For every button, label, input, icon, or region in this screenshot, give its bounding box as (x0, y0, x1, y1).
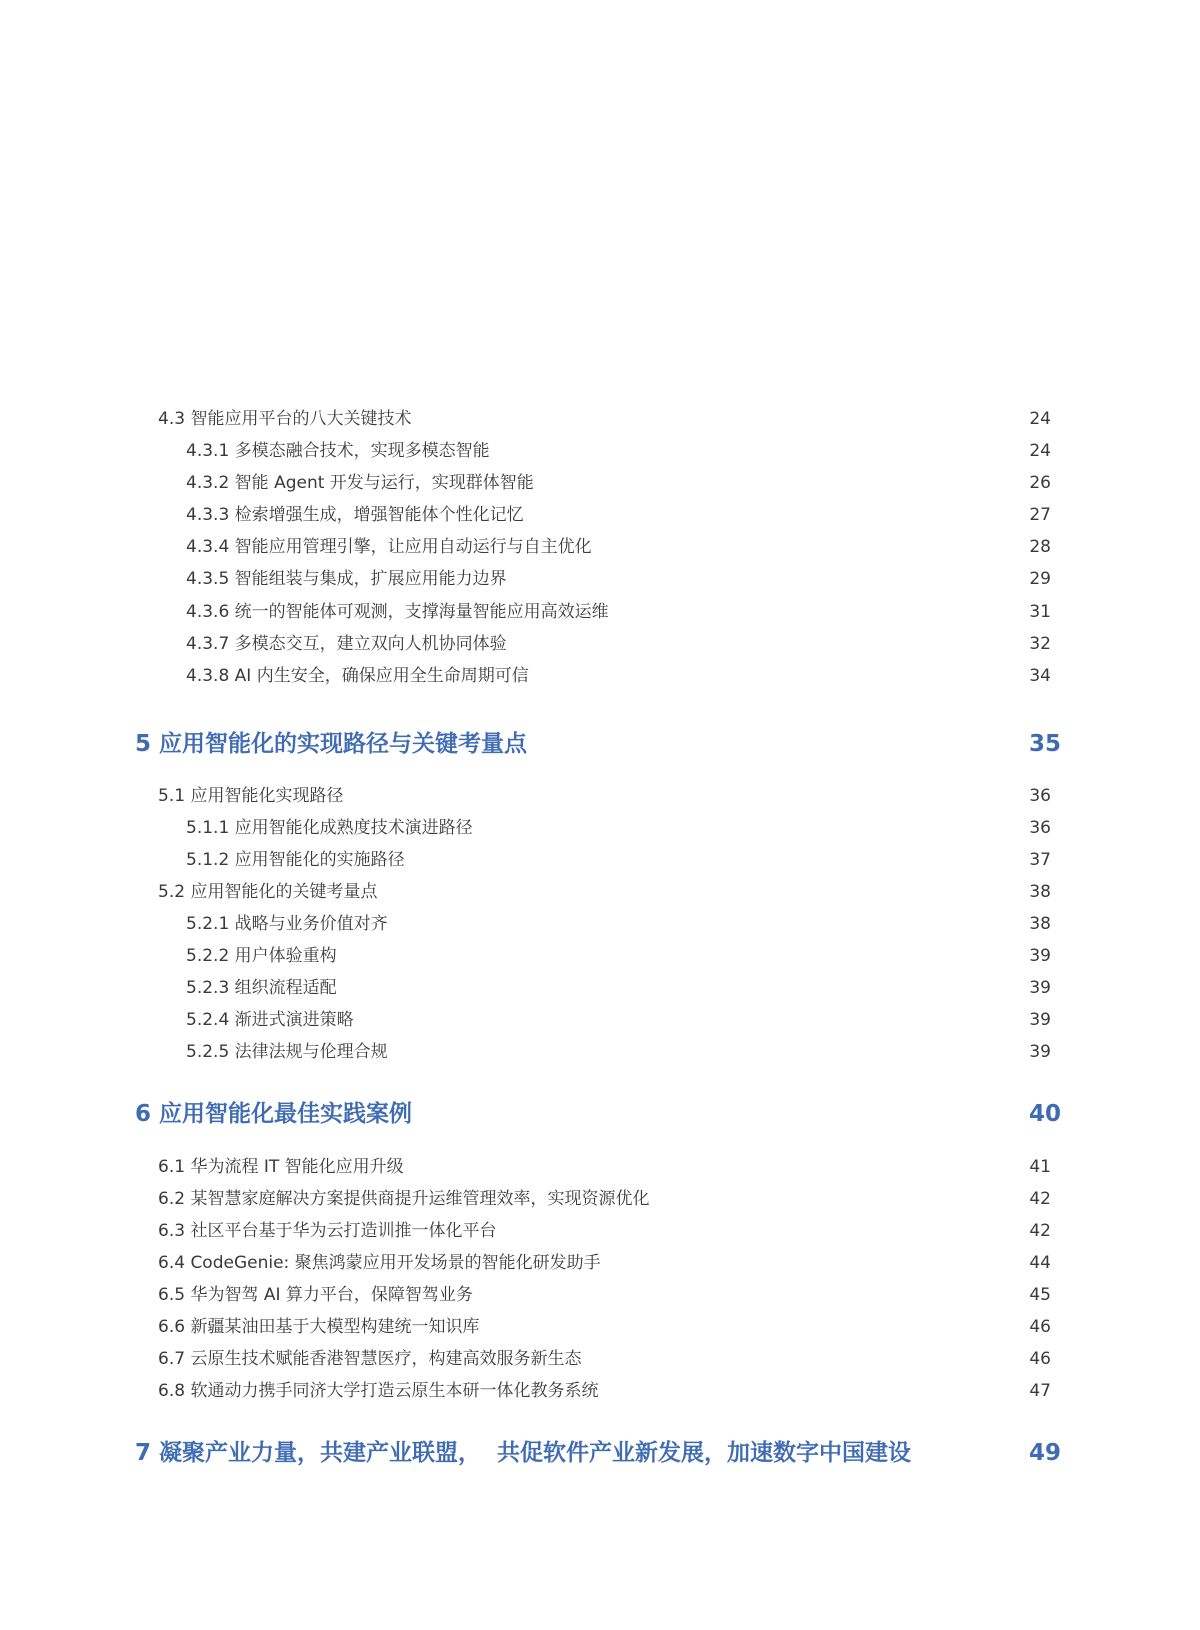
toc-entry-page: 31 (1029, 602, 1051, 622)
toc-entry-page: 39 (1029, 1042, 1051, 1062)
toc-entry-title: 6.7 云原生技术赋能香港智慧医疗，构建高效服务新生态 (158, 1349, 582, 1369)
toc-entry-title: 6.6 新疆某油田基于大模型构建统一知识库 (158, 1317, 480, 1337)
toc-entry-page: 34 (1029, 666, 1051, 686)
toc-entry-page: 47 (1029, 1381, 1051, 1401)
toc-entry-6-5[interactable] (158, 1280, 1051, 1310)
toc-entry-4-3-5[interactable] (186, 564, 1051, 594)
toc-entry-title: 4.3.2 智能 Agent 开发与运行，实现群体智能 (186, 473, 534, 493)
toc-entry-6-1[interactable] (158, 1152, 1051, 1182)
toc-entry-title: 6.2 某智慧家庭解决方案提供商提升运维管理效率，实现资源优化 (158, 1189, 650, 1209)
toc-entry-page: 46 (1029, 1349, 1051, 1369)
toc-entry-title: 4.3.3 检索增强生成，增强智能体个性化记忆 (186, 505, 524, 525)
toc-entry-title: 4.3.5 智能组装与集成，扩展应用能力边界 (186, 569, 507, 589)
toc-entry-page: 37 (1029, 850, 1051, 870)
toc-entry-title: 5.1.1 应用智能化成熟度技术演进路径 (186, 818, 473, 838)
toc-entry-4-3-1[interactable] (186, 436, 1051, 466)
toc-entry-page: 28 (1029, 537, 1051, 557)
toc-entry-title: 5.2.4 渐进式演进策略 (186, 1010, 354, 1030)
toc-entry-title: 4.3.7 多模态交互，建立双向人机协同体验 (186, 634, 507, 654)
toc-entry-5-2[interactable] (158, 877, 1051, 907)
toc-entry-page: 24 (1029, 441, 1051, 461)
toc-entry-title: 6.8 软通动力携手同济大学打造云原生本研一体化教务系统 (158, 1381, 599, 1401)
toc-entry-5-2-2[interactable] (186, 941, 1051, 971)
toc-entry-page: 41 (1029, 1157, 1051, 1177)
toc-entry-5-1-2[interactable] (186, 845, 1051, 875)
toc-chapter-5[interactable] (135, 724, 1061, 764)
toc-entry-page: 45 (1029, 1285, 1051, 1305)
toc-entry-5-1-1[interactable] (186, 813, 1051, 843)
toc-entry-title: 6.4 CodeGenie: 聚焦鸿蒙应用开发场景的智能化研发助手 (158, 1253, 601, 1273)
toc-entry-4-3[interactable] (158, 404, 1051, 434)
toc-entry-page: 27 (1029, 505, 1051, 525)
toc-chapter-title: 7 凝聚产业力量，共建产业联盟， 共促软件产业新发展，加速数字中国建设 (135, 1440, 912, 1466)
toc-entry-title: 5.2.5 法律法规与伦理合规 (186, 1042, 388, 1062)
toc-entry-page: 44 (1029, 1253, 1051, 1273)
toc-entry-title: 5.1.2 应用智能化的实施路径 (186, 850, 405, 870)
toc-entry-title: 4.3.8 AI 内生安全，确保应用全生命周期可信 (186, 666, 529, 686)
toc-entry-6-7[interactable] (158, 1344, 1051, 1374)
toc-entry-title: 4.3.4 智能应用管理引擎，让应用自动运行与自主优化 (186, 537, 592, 557)
toc-entry-5-2-3[interactable] (186, 973, 1051, 1003)
toc-chapter-title: 5 应用智能化的实现路径与关键考量点 (135, 731, 528, 757)
toc-chapter-7[interactable] (135, 1433, 1061, 1473)
toc-entry-page: 39 (1029, 1010, 1051, 1030)
toc-entry-title: 4.3.6 统一的智能体可观测，支撑海量智能应用高效运维 (186, 602, 609, 622)
toc-chapter-page: 49 (1028, 1440, 1061, 1466)
toc-chapter-6[interactable] (135, 1094, 1061, 1134)
toc-entry-6-3[interactable] (158, 1216, 1051, 1246)
toc-entry-5-2-1[interactable] (186, 909, 1051, 939)
toc-entry-4-3-6[interactable] (186, 597, 1051, 627)
toc-entry-4-3-2[interactable] (186, 468, 1051, 498)
toc-entry-4-3-7[interactable] (186, 629, 1051, 659)
toc-chapter-page: 35 (1028, 731, 1061, 757)
toc-entry-title: 5.2 应用智能化的关键考量点 (158, 882, 378, 902)
toc-entry-4-3-8[interactable] (186, 661, 1051, 691)
toc-entry-6-6[interactable] (158, 1312, 1051, 1342)
toc-entry-page: 36 (1029, 786, 1051, 806)
toc-entry-title: 5.2.3 组织流程适配 (186, 978, 337, 998)
toc-entry-5-2-4[interactable] (186, 1005, 1051, 1035)
toc-entry-page: 42 (1029, 1189, 1051, 1209)
toc-entry-page: 46 (1029, 1317, 1051, 1337)
toc-entry-title: 6.3 社区平台基于华为云打造训推一体化平台 (158, 1221, 497, 1241)
toc-entry-title: 5.2.2 用户体验重构 (186, 946, 337, 966)
toc-entry-5-1[interactable] (158, 781, 1051, 811)
toc-entry-page: 32 (1029, 634, 1051, 654)
toc-entry-title: 4.3 智能应用平台的八大关键技术 (158, 409, 412, 429)
toc-entry-page: 38 (1029, 882, 1051, 902)
toc-entry-page: 24 (1029, 409, 1051, 429)
toc-entry-page: 26 (1029, 473, 1051, 493)
toc-entry-title: 5.1 应用智能化实现路径 (158, 786, 344, 806)
toc-entry-4-3-4[interactable] (186, 532, 1051, 562)
toc-entry-page: 36 (1029, 818, 1051, 838)
toc-entry-page: 38 (1029, 914, 1051, 934)
toc-entry-title: 6.5 华为智驾 AI 算力平台，保障智驾业务 (158, 1285, 473, 1305)
toc-entry-page: 29 (1029, 569, 1051, 589)
toc-entry-page: 39 (1029, 978, 1051, 998)
toc-entry-6-4[interactable] (158, 1248, 1051, 1278)
toc-entry-4-3-3[interactable] (186, 500, 1051, 530)
toc-entry-6-2[interactable] (158, 1184, 1051, 1214)
toc-chapter-page: 40 (1028, 1101, 1061, 1127)
toc-entry-5-2-5[interactable] (186, 1037, 1051, 1067)
toc-entry-page: 42 (1029, 1221, 1051, 1241)
toc-entry-title: 6.1 华为流程 IT 智能化应用升级 (158, 1157, 404, 1177)
toc-entry-page: 39 (1029, 946, 1051, 966)
toc-chapter-title: 6 应用智能化最佳实践案例 (135, 1101, 413, 1127)
toc-entry-title: 4.3.1 多模态融合技术，实现多模态智能 (186, 441, 490, 461)
toc-entry-6-8[interactable] (158, 1376, 1051, 1406)
toc-entry-title: 5.2.1 战略与业务价值对齐 (186, 914, 388, 934)
